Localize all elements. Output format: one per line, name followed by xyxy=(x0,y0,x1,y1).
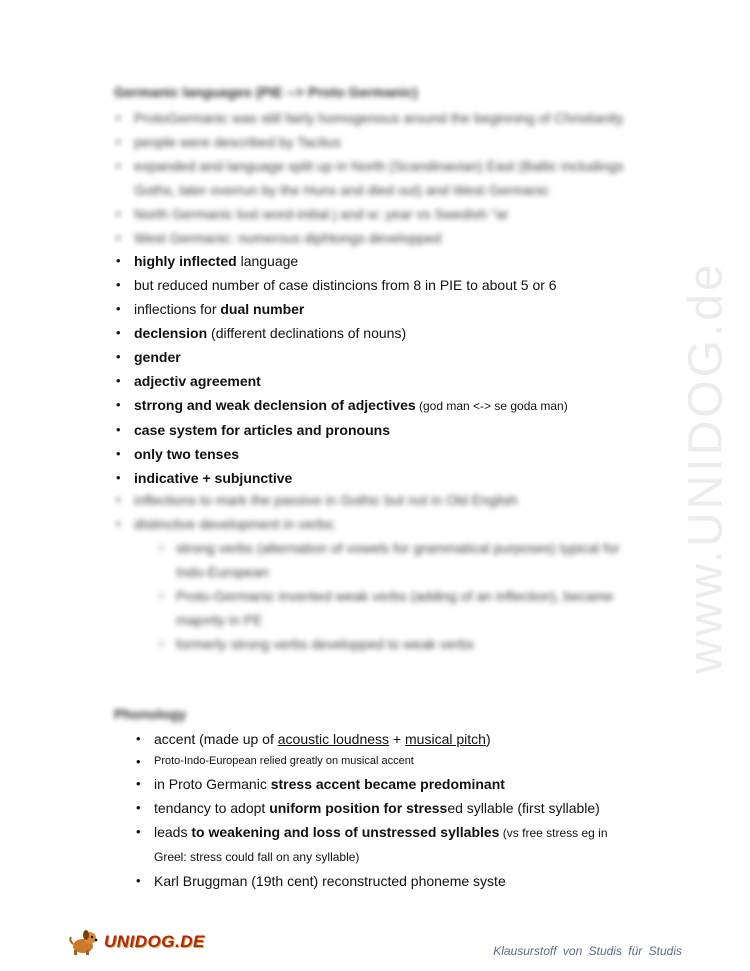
list-item: • but reduced number of case distincions from 8 in PIE to about 5 or 6 xyxy=(116,277,557,293)
logo-wordmark: UNIDOG.DE xyxy=(104,932,205,951)
footer-logo[interactable] xyxy=(68,928,205,956)
list-item: • ProtoGermanic was still fairly homogenous around the beginning of Christianity xyxy=(116,110,624,126)
section-heading-phonology: Phonology xyxy=(114,706,187,722)
feature-list xyxy=(116,249,568,490)
list-item: • distinctive development in verbs: xyxy=(116,516,337,532)
list-item: • West Germanic: numerous diphtongs developped xyxy=(116,230,442,246)
list-item: • adjectiv agreement xyxy=(116,373,261,389)
list-item: • Proto-Indo-European relied greatly on musical accent xyxy=(136,754,414,769)
list-item: • people were described by Tacitus xyxy=(116,134,341,150)
blurred-list-top xyxy=(116,106,624,250)
list-item: • gender xyxy=(116,349,181,365)
list-item: • leads to weakening and loss of unstressed syllables (vs free stress eg in xyxy=(136,824,608,840)
watermark: www.UNIDOG.de xyxy=(679,261,733,674)
dog-mascot-icon xyxy=(68,928,100,956)
list-item: • strrong and weak declension of adjectives (god man <-> se goda man) xyxy=(116,397,568,413)
sub-list-item-continuation: Indo-European xyxy=(176,564,269,580)
list-item-continuation: Greel: stress could fall on any syllable) xyxy=(154,850,360,864)
sub-list-item: ○ strong verbs (alternation of vowels for grammatical purposes) typical for xyxy=(158,540,620,556)
list-item: • in Proto Germanic stress accent became predominant xyxy=(136,776,505,792)
blurred-sublist xyxy=(158,536,620,656)
phonology-list xyxy=(136,727,608,893)
footer-tagline: Klausurstoff von Studis für Studis xyxy=(493,944,682,958)
list-item: • case system for articles and pronouns xyxy=(116,422,390,438)
list-item: • inflections for dual number xyxy=(116,301,305,317)
sub-list-item-continuation: majority in PE xyxy=(176,612,263,628)
list-item: • North Germanic lost word-initial j and w: year vs Swedish "ar xyxy=(116,206,509,222)
blurred-list-bottom xyxy=(116,488,518,536)
sub-list-item: ○ Proto-Germanic invented weak verbs (adding of an inflection), became xyxy=(158,588,614,604)
list-item: • tendancy to adopt uniform position for stressed syllable (first syllable) xyxy=(136,800,600,816)
list-item: • highly inflected language xyxy=(116,253,299,269)
list-item: • expanded and language split up in North (Scandinavian) East (Baltic includings xyxy=(116,158,624,174)
list-item: • only two tenses xyxy=(116,446,240,462)
list-item: • indicative + subjunctive xyxy=(116,470,293,486)
list-item: • Karl Bruggman (19th cent) reconstructed phoneme syste xyxy=(136,873,506,889)
list-item: • declension (different declinations of nouns) xyxy=(116,325,407,341)
section-heading-germanic: Germanic languages (PIE --> Proto Germanic) xyxy=(114,84,418,100)
list-item: • accent (made up of acoustic loudness + musical pitch) xyxy=(136,731,491,747)
sub-list-item: ○ formerly strong verbs developped to weak verbs xyxy=(158,636,475,652)
list-item: • inflections to mark the passive in Gothic but not in Old English xyxy=(116,492,518,508)
list-item-continuation: Goths, later overrun by the Huns and died out) and West Germanic xyxy=(134,182,550,198)
